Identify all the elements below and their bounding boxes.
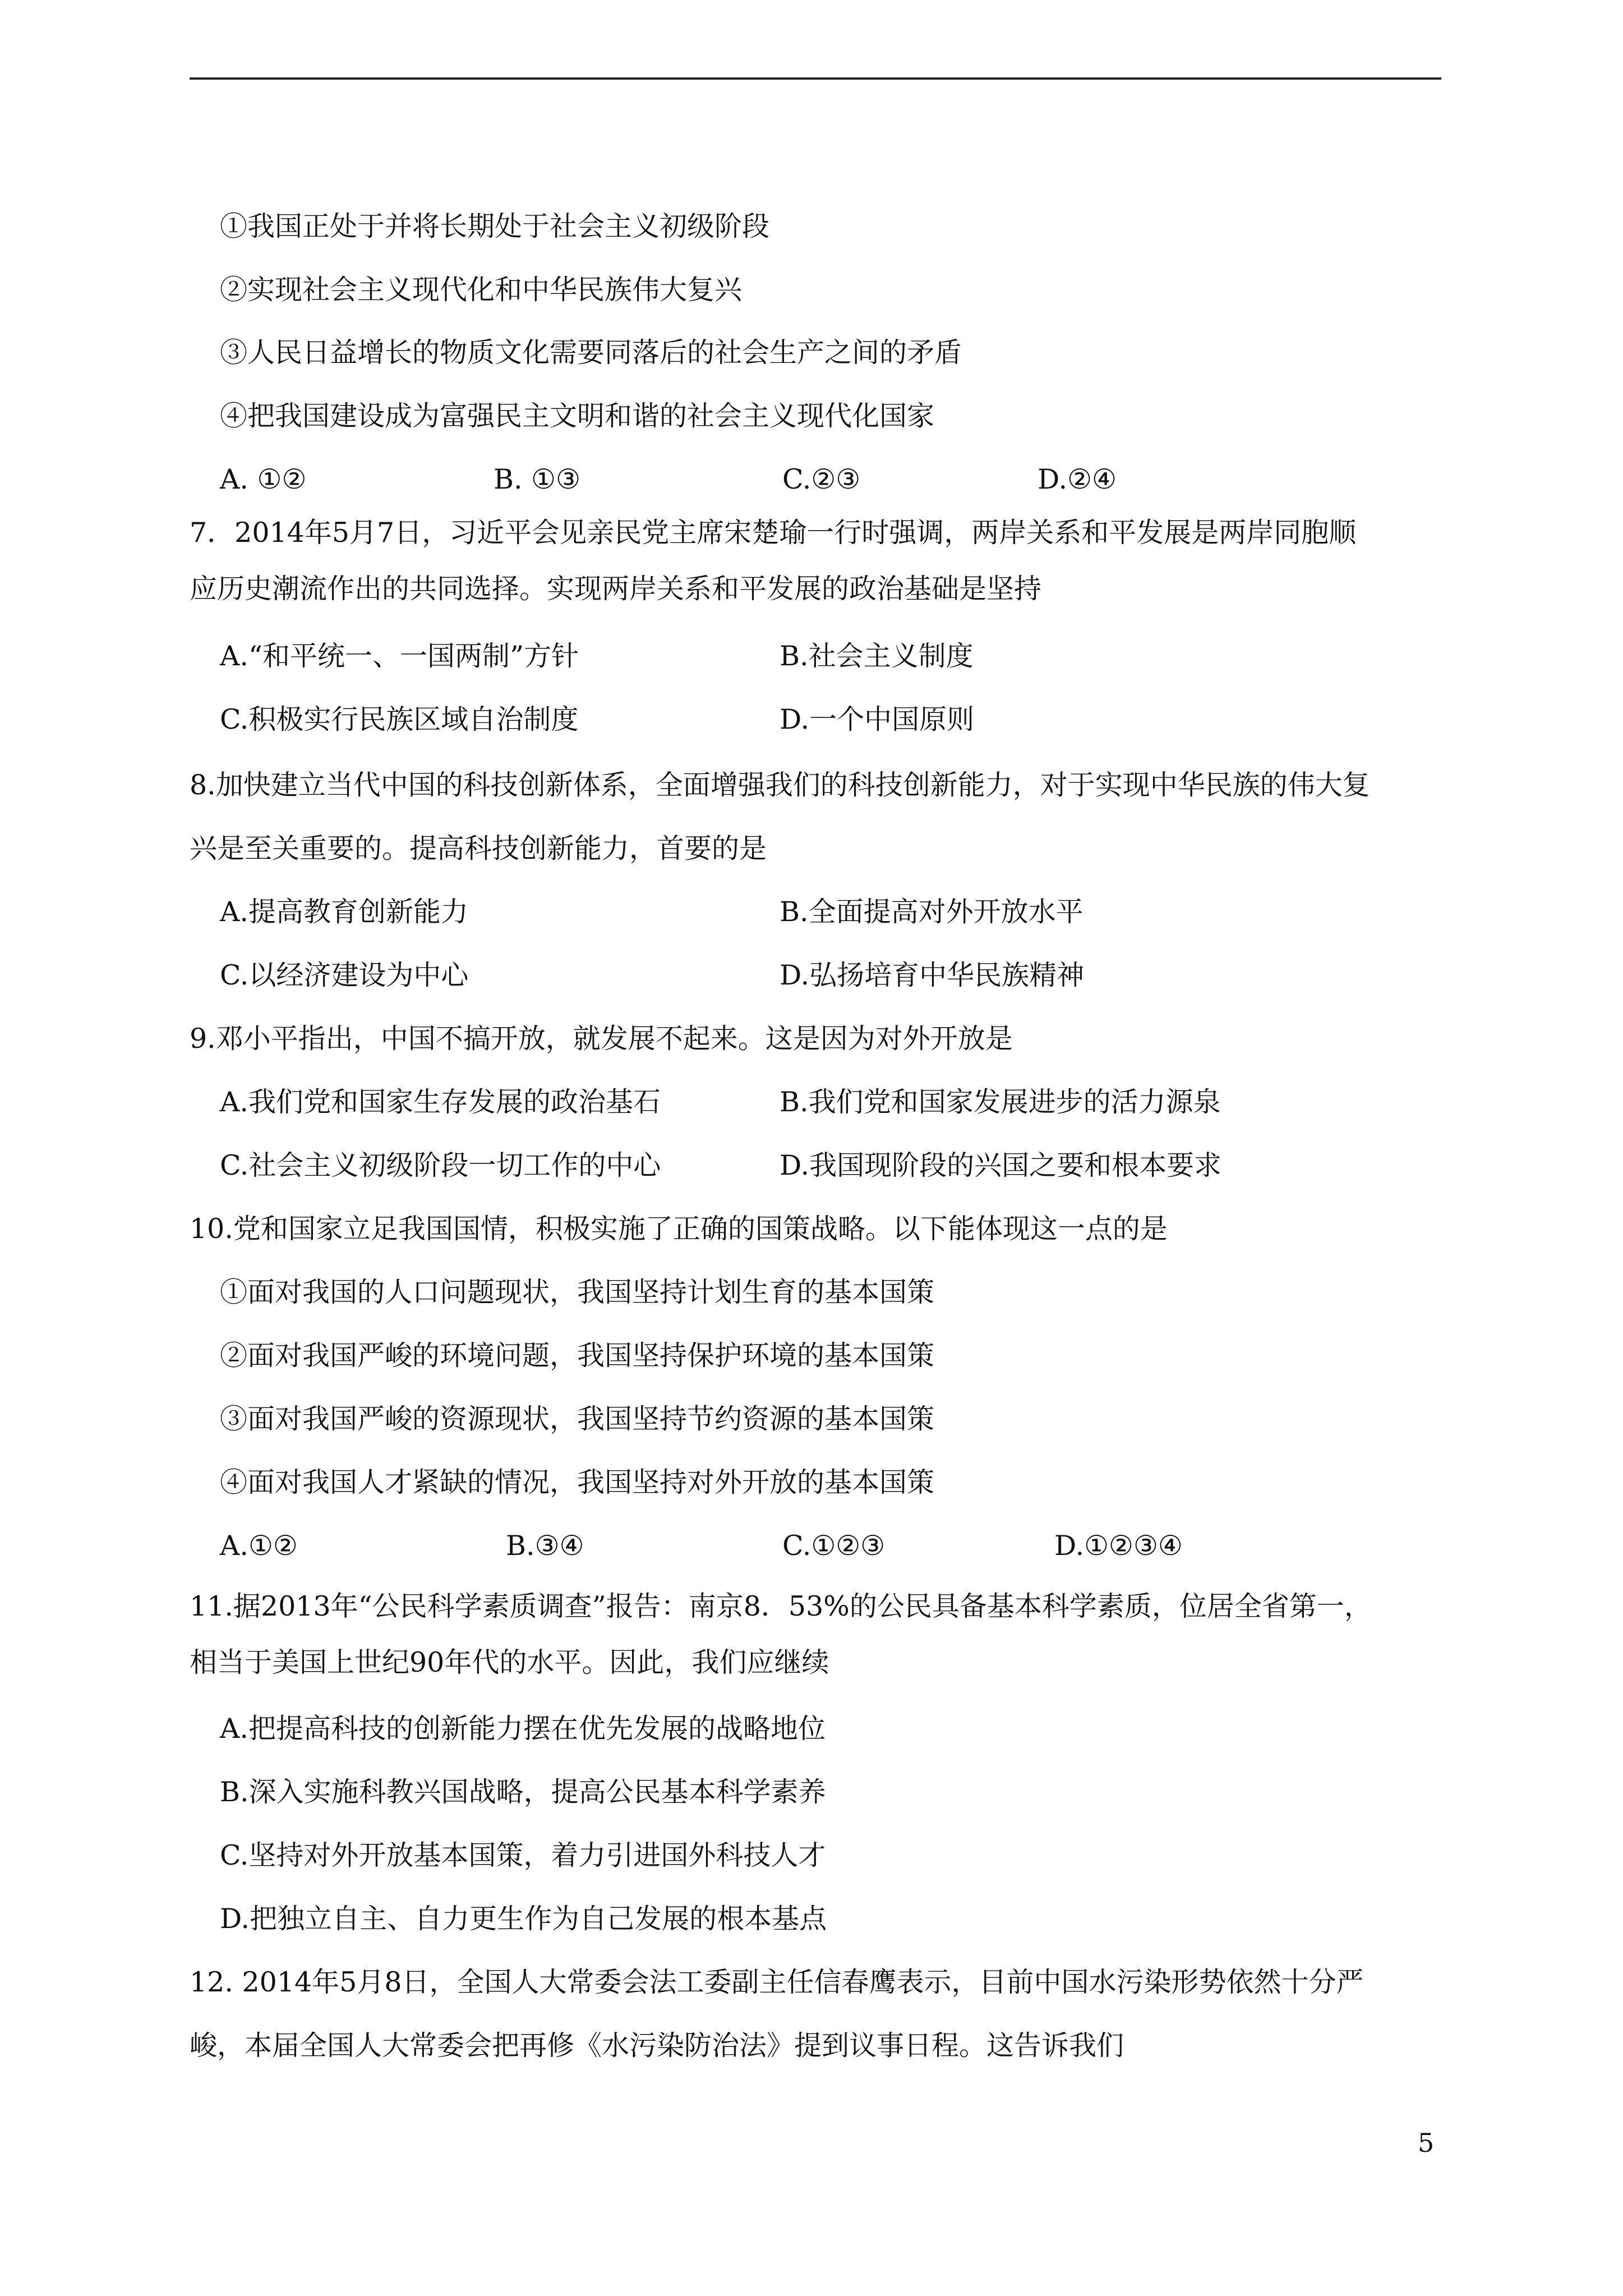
q7-option-b: B.社会主义制度 [780, 640, 974, 672]
q7-line-2: 应历史潮流作出的共同选择。实现两岸关系和平发展的政治基础是坚持 [190, 573, 1042, 605]
q8-line-1: 8.加快建立当代中国的科技创新体系，全面增强我们的科技创新能力，对于实现中华民族的伟大复 [190, 769, 1370, 801]
q11-line-1: 11.据2013年“公民科学素质调查”报告：南京8．53%的公民具备基本科学素质，位居全省第一， [190, 1590, 1372, 1622]
intro-item-3: ③人民日益增长的物质文化需要同落后的社会生产之间的矛盾 [220, 337, 962, 369]
q11-option-c: C.坚持对外开放基本国策，着力引进国外科技人才 [220, 1839, 826, 1871]
page-number: 5 [1418, 2128, 1435, 2158]
q10-item-4: ④面对我国人才紧缺的情况，我国坚持对外开放的基本国策 [220, 1466, 935, 1498]
q7-line-1: 7．2014年5月7日，习近平会见亲民党主席宋楚瑜一行时强调，两岸关系和平发展是两岸同胞顺 [190, 517, 1357, 549]
intro-option-c: C.②③ [782, 463, 861, 495]
q10-item-2: ②面对我国严峻的环境问题，我国坚持保护环境的基本国策 [220, 1340, 935, 1372]
intro-item-1: ①我国正处于并将长期处于社会主义初级阶段 [220, 210, 770, 242]
q10-line-1: 10.党和国家立足我国国情，积极实施了正确的国策战略。以下能体现这一点的是 [190, 1213, 1168, 1245]
q11-option-b: B.深入实施科教兴国战略，提高公民基本科学素养 [220, 1776, 826, 1808]
q7-option-c: C.积极实行民族区域自治制度 [220, 703, 579, 735]
q8-option-b: B.全面提高对外开放水平 [780, 896, 1083, 928]
q11-option-a: A.把提高科技的创新能力摆在优先发展的战略地位 [220, 1713, 826, 1745]
q9-option-b: B.我们党和国家发展进步的活力源泉 [780, 1086, 1221, 1118]
q8-option-d: D.弘扬培育中华民族精神 [780, 959, 1085, 991]
intro-option-a: A. ①② [220, 463, 307, 495]
intro-item-4: ④把我国建设成为富强民主文明和谐的社会主义现代化国家 [220, 400, 935, 432]
q8-line-2: 兴是至关重要的。提高科技创新能力，首要的是 [190, 832, 767, 864]
q12-line-2: 峻，本届全国人大常委会把再修《水污染防治法》提到议事日程。这告诉我们 [190, 2030, 1124, 2062]
q9-option-d: D.我国现阶段的兴国之要和根本要求 [780, 1149, 1222, 1181]
q12-line-1: 12. 2014年5月8日，全国人大常委会法工委副主任信春鹰表示，目前中国水污染形势依然十分严 [190, 1966, 1364, 1998]
q9-option-a: A.我们党和国家生存发展的政治基石 [220, 1086, 661, 1118]
q9-option-c: C.社会主义初级阶段一切工作的中心 [220, 1149, 661, 1181]
q10-option-a: A.①② [220, 1530, 298, 1562]
q8-option-c: C.以经济建设为中心 [220, 959, 469, 991]
q7-option-d: D.一个中国原则 [780, 703, 975, 735]
q9-line-1: 9.邓小平指出，中国不搞开放，就发展不起来。这是因为对外开放是 [190, 1023, 1013, 1055]
intro-option-d: D.②④ [1038, 463, 1117, 495]
q10-option-d: D.①②③④ [1054, 1530, 1183, 1562]
q7-option-a: A.“和平统一、一国两制”方针 [220, 640, 579, 672]
q10-item-3: ③面对我国严峻的资源现状，我国坚持节约资源的基本国策 [220, 1403, 935, 1435]
intro-item-2: ②实现社会主义现代化和中华民族伟大复兴 [220, 274, 743, 306]
q11-line-2: 相当于美国上世纪90年代的水平。因此，我们应继续 [190, 1646, 829, 1678]
header-rule [190, 77, 1441, 80]
q10-item-1: ①面对我国的人口问题现状，我国坚持计划生育的基本国策 [220, 1276, 935, 1308]
q8-option-a: A.提高教育创新能力 [220, 896, 468, 928]
q10-option-c: C.①②③ [782, 1530, 886, 1562]
q11-option-d: D.把独立自主、自力更生作为自己发展的根本基点 [220, 1903, 827, 1935]
intro-option-b: B. ①③ [494, 463, 581, 495]
q10-option-b: B.③④ [506, 1530, 584, 1562]
